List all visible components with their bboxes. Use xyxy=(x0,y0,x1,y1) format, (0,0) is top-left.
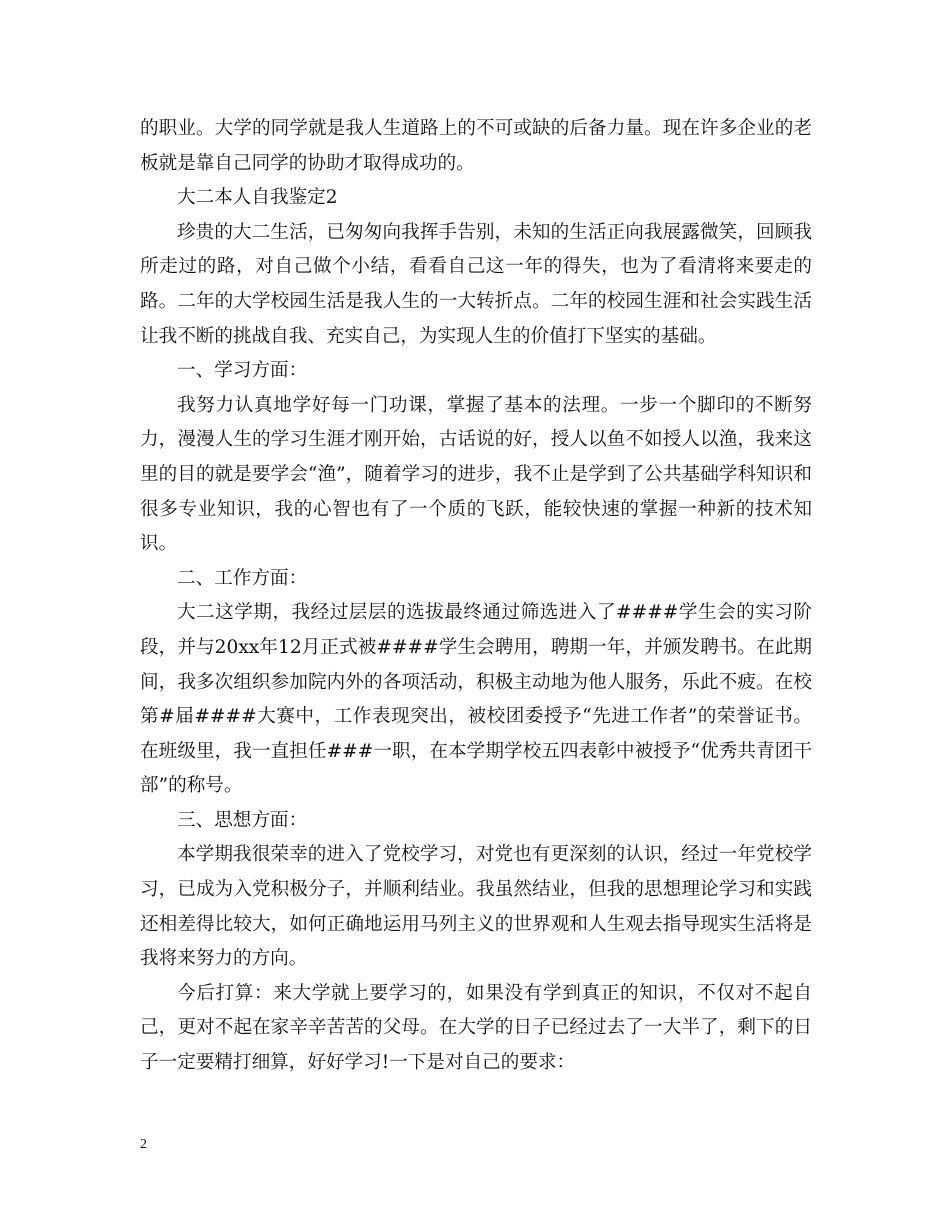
heading-study: 一、学习方面： xyxy=(177,360,308,382)
section-title: 大二本人自我鉴定2 xyxy=(177,187,338,209)
paragraph-intro: 珍贵的大二生活，已匆匆向我挥手告别，未知的生活正向我展露微笑，回顾我所走过的路，对自己做个小结，看看自己这一年的得失，也为了看清将来要走的路。二年的大学校园生活是我人生的一大转折点。二年的校园生涯和社会实践生活让我不断的挑战自我、充实自己，为实现人生的价值打下坚实的基础。 xyxy=(140,221,812,347)
heading-work: 二、工作方面： xyxy=(177,567,308,589)
paragraph-work: 大二这学期，我经过层层的选拔最终通过筛选进入了####学生会的实习阶段，并与20xx年12月正式被####学生会聘用，聘期一年，并颁发聘书。在此期间，我多次组织参加院内外的各项活动，积极主动地为他人服务，乐此不疲。在校第#届####大赛中，工作表现突出，被校团委授予“先进工作者”的荣誉证书。 在班级里，我一直担任###一职，在本学期学校五四表彰中被授予“优秀共青团干部”的称号。 xyxy=(140,602,812,797)
document-body xyxy=(140,112,812,1081)
paragraph-continuation: 的职业。大学的同学就是我人生道路上的不可或缺的后备力量。现在许多企业的老板就是靠自己同学的协助才取得成功的。 xyxy=(140,118,812,174)
page-number: 2 xyxy=(140,1137,147,1152)
paragraph-study: 我努力认真地学好每一门功课，掌握了基本的法理。一步一个脚印的不断努力，漫漫人生的学习生涯才刚开始，古话说的好，授人以鱼不如授人以渔，我来这里的目的就是要学会“渔”，随着学习的进步，我不止是学到了公共基础学科知识和很多专业知识，我的心智也有了一个质的飞跃，能较快速的掌握一种新的技术知识。 xyxy=(140,394,812,555)
paragraph-thought: 本学期我很荣幸的进入了党校学习，对党也有更深刻的认识，经过一年党校学习，已成为入党积极分子，并顺利结业。我虽然结业，但我的思想理论学习和实践还相差得比较大，如何正确地运用马列主义的世界观和人生观去指导现实生活将是我将来努力的方向。 xyxy=(140,844,812,970)
paragraph-plan: 今后打算：来大学就上要学习的，如果没有学到真正的知识，不仅对不起自己，更对不起在家辛辛苦苦的父母。在大学的日子已经过去了一大半了，剩下的日子一定要精打细算，好好学习!一下是对自己的要求： xyxy=(140,982,812,1074)
heading-thought: 三、思想方面： xyxy=(177,809,308,831)
